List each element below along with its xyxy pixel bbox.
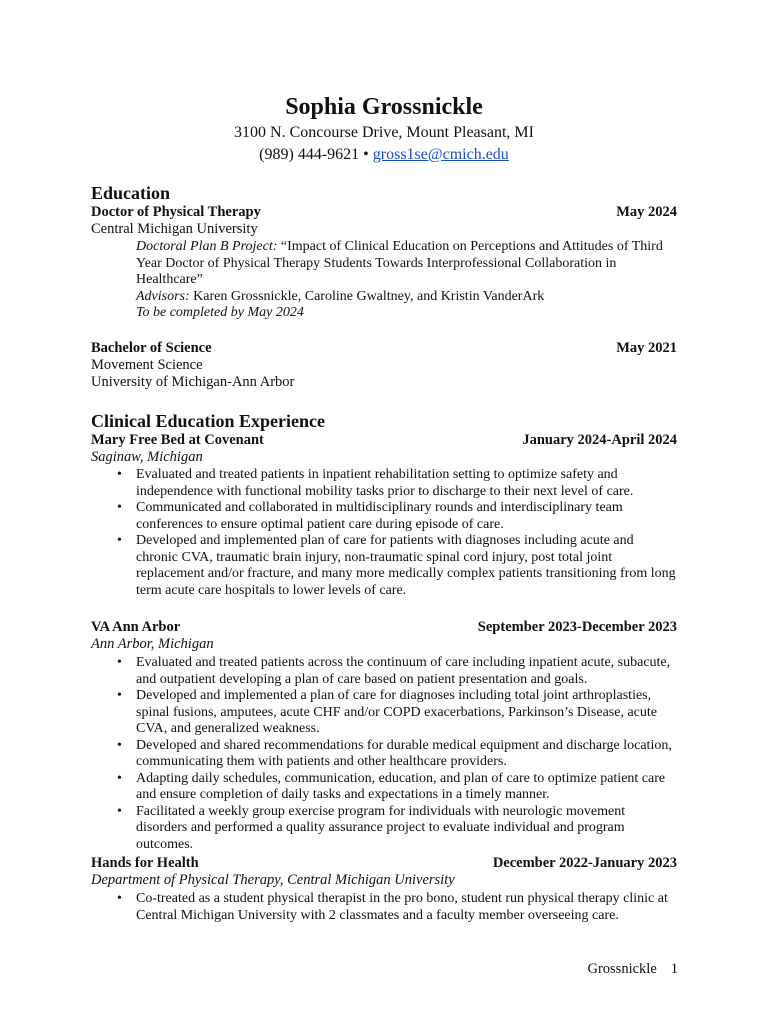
bullet-separator: •: [363, 146, 369, 163]
advisors-text: Karen Grossnickle, Caroline Gwaltney, and Kristin VanderArk: [193, 289, 545, 304]
dpt-date: May 2024: [616, 204, 677, 220]
bullet-dot: •: [117, 688, 122, 703]
page-footer: [587, 961, 678, 978]
dpt-degree: Doctor of Physical Therapy: [91, 204, 261, 220]
advisors-label: Advisors:: [136, 289, 190, 304]
bullet-dot: •: [117, 655, 122, 670]
job-row: [91, 855, 677, 872]
job-bullets: [91, 467, 677, 599]
job-dates: September 2023-December 2023: [477, 619, 677, 635]
job-location: Ann Arbor, Michigan: [91, 636, 214, 652]
job-dates: December 2022-January 2023: [492, 855, 677, 871]
project-label: Doctoral Plan B Project:: [136, 239, 278, 254]
bullet-item: • Co-treated as a student physical therapist in the pro bono, student run physical therapy clinic at Central Michigan University with 2 classmates and a faculty member overseeing care.: [117, 891, 668, 923]
dpt-school: Central Michigan University: [91, 221, 258, 237]
job-location: Department of Physical Therapy, Central Michigan University: [91, 872, 455, 888]
project-text: “Impact of Clinical Education on Perceptions and Attitudes of Third Year Doctor of Physical Therapy Students Towards Interprofessional Collaboration in Healthcare”: [136, 239, 663, 287]
bullet-dot: •: [117, 500, 122, 515]
dpt-completion: To be completed by May 2024: [136, 305, 304, 320]
job-name: Hands for Health: [91, 855, 199, 871]
bullet-item: • Developed and implemented plan of care for patients with diagnoses including acute and chronic CVA, traumatic brain injury, non-traumatic spinal cord injury, post total joint replacement and/or fracture, and many more medically complex patients transitioning from long term acute care hospitals to lower levels of care.: [117, 533, 676, 598]
job-row: [91, 619, 677, 636]
job-name: VA Ann Arbor: [91, 619, 181, 635]
bs-school: University of Michigan-Ann Arbor: [91, 374, 295, 390]
section-title-education: Education: [91, 183, 171, 203]
bullet-dot: •: [117, 467, 122, 482]
applicant-name: Sophia Grossnickle: [285, 94, 483, 120]
email-link[interactable]: gross1se@cmich.edu: [372, 146, 509, 163]
job-bullets: [91, 891, 677, 924]
bs-major: Movement Science: [91, 357, 203, 373]
phone: (989) 444-9621: [259, 146, 360, 163]
bullet-dot: •: [117, 533, 122, 548]
page-number: 1: [670, 961, 678, 977]
contact-line: [0, 146, 768, 164]
bullet-dot: •: [117, 770, 122, 786]
bullet-dot: •: [117, 737, 122, 753]
section-title-clinical: Clinical Education Experience: [91, 411, 325, 431]
dpt-project: [136, 239, 676, 289]
bullet-item: • Evaluated and treated patients across the continuum of care including inpatient acute, subacute, and outpatient developing a plan of care based on patient presentation and goals.: [117, 655, 671, 687]
bullet-dot: •: [117, 891, 122, 906]
bullet-item: • Facilitated a weekly group exercise program for individuals with neurologic movement disorders and performed a quality assurance project to evaluate individual and program outcomes.: [117, 803, 626, 852]
bullet-dot: •: [117, 803, 122, 819]
bs-date: May 2021: [616, 340, 677, 356]
dpt-row: [91, 204, 677, 221]
bullet-item: • Communicated and collaborated in multidisciplinary rounds and interdisciplinary team conferences to ensure optimal patient care during episode of care.: [117, 500, 623, 532]
job-row: [91, 432, 677, 449]
job-dates: January 2024-April 2024: [522, 432, 677, 448]
address: 3100 N. Concourse Drive, Mount Pleasant, MI: [234, 124, 534, 141]
bullet-item: • Developed and shared recommendations for durable medical equipment and discharge location, communicating them with patients and other healthcare providers.: [117, 737, 672, 769]
bs-degree: Bachelor of Science: [91, 340, 212, 356]
bs-row: [91, 340, 677, 357]
dpt-advisors: [136, 289, 676, 306]
footer-surname: Grossnickle: [587, 961, 657, 977]
bullet-item: • Evaluated and treated patients in inpatient rehabilitation setting to optimize safety and independence with functional mobility tasks prior to discharge to their next level of care.: [117, 467, 634, 499]
job-bullets: [91, 655, 677, 853]
bullet-item: • Adapting daily schedules, communication, education, and plan of care to optimize patient care and ensure completion of daily tasks and expectations in a timely manner.: [117, 770, 666, 802]
job-location: Saginaw, Michigan: [91, 449, 203, 465]
job-name: Mary Free Bed at Covenant: [91, 432, 264, 448]
bullet-item: • Developed and implemented a plan of care for diagnoses including total joint arthroplasties, spinal fusions, amputees, acute CHF and/or COPD exacerbations, Parkinson’s Disease, acute CVA, and generalized weakness.: [117, 688, 658, 736]
